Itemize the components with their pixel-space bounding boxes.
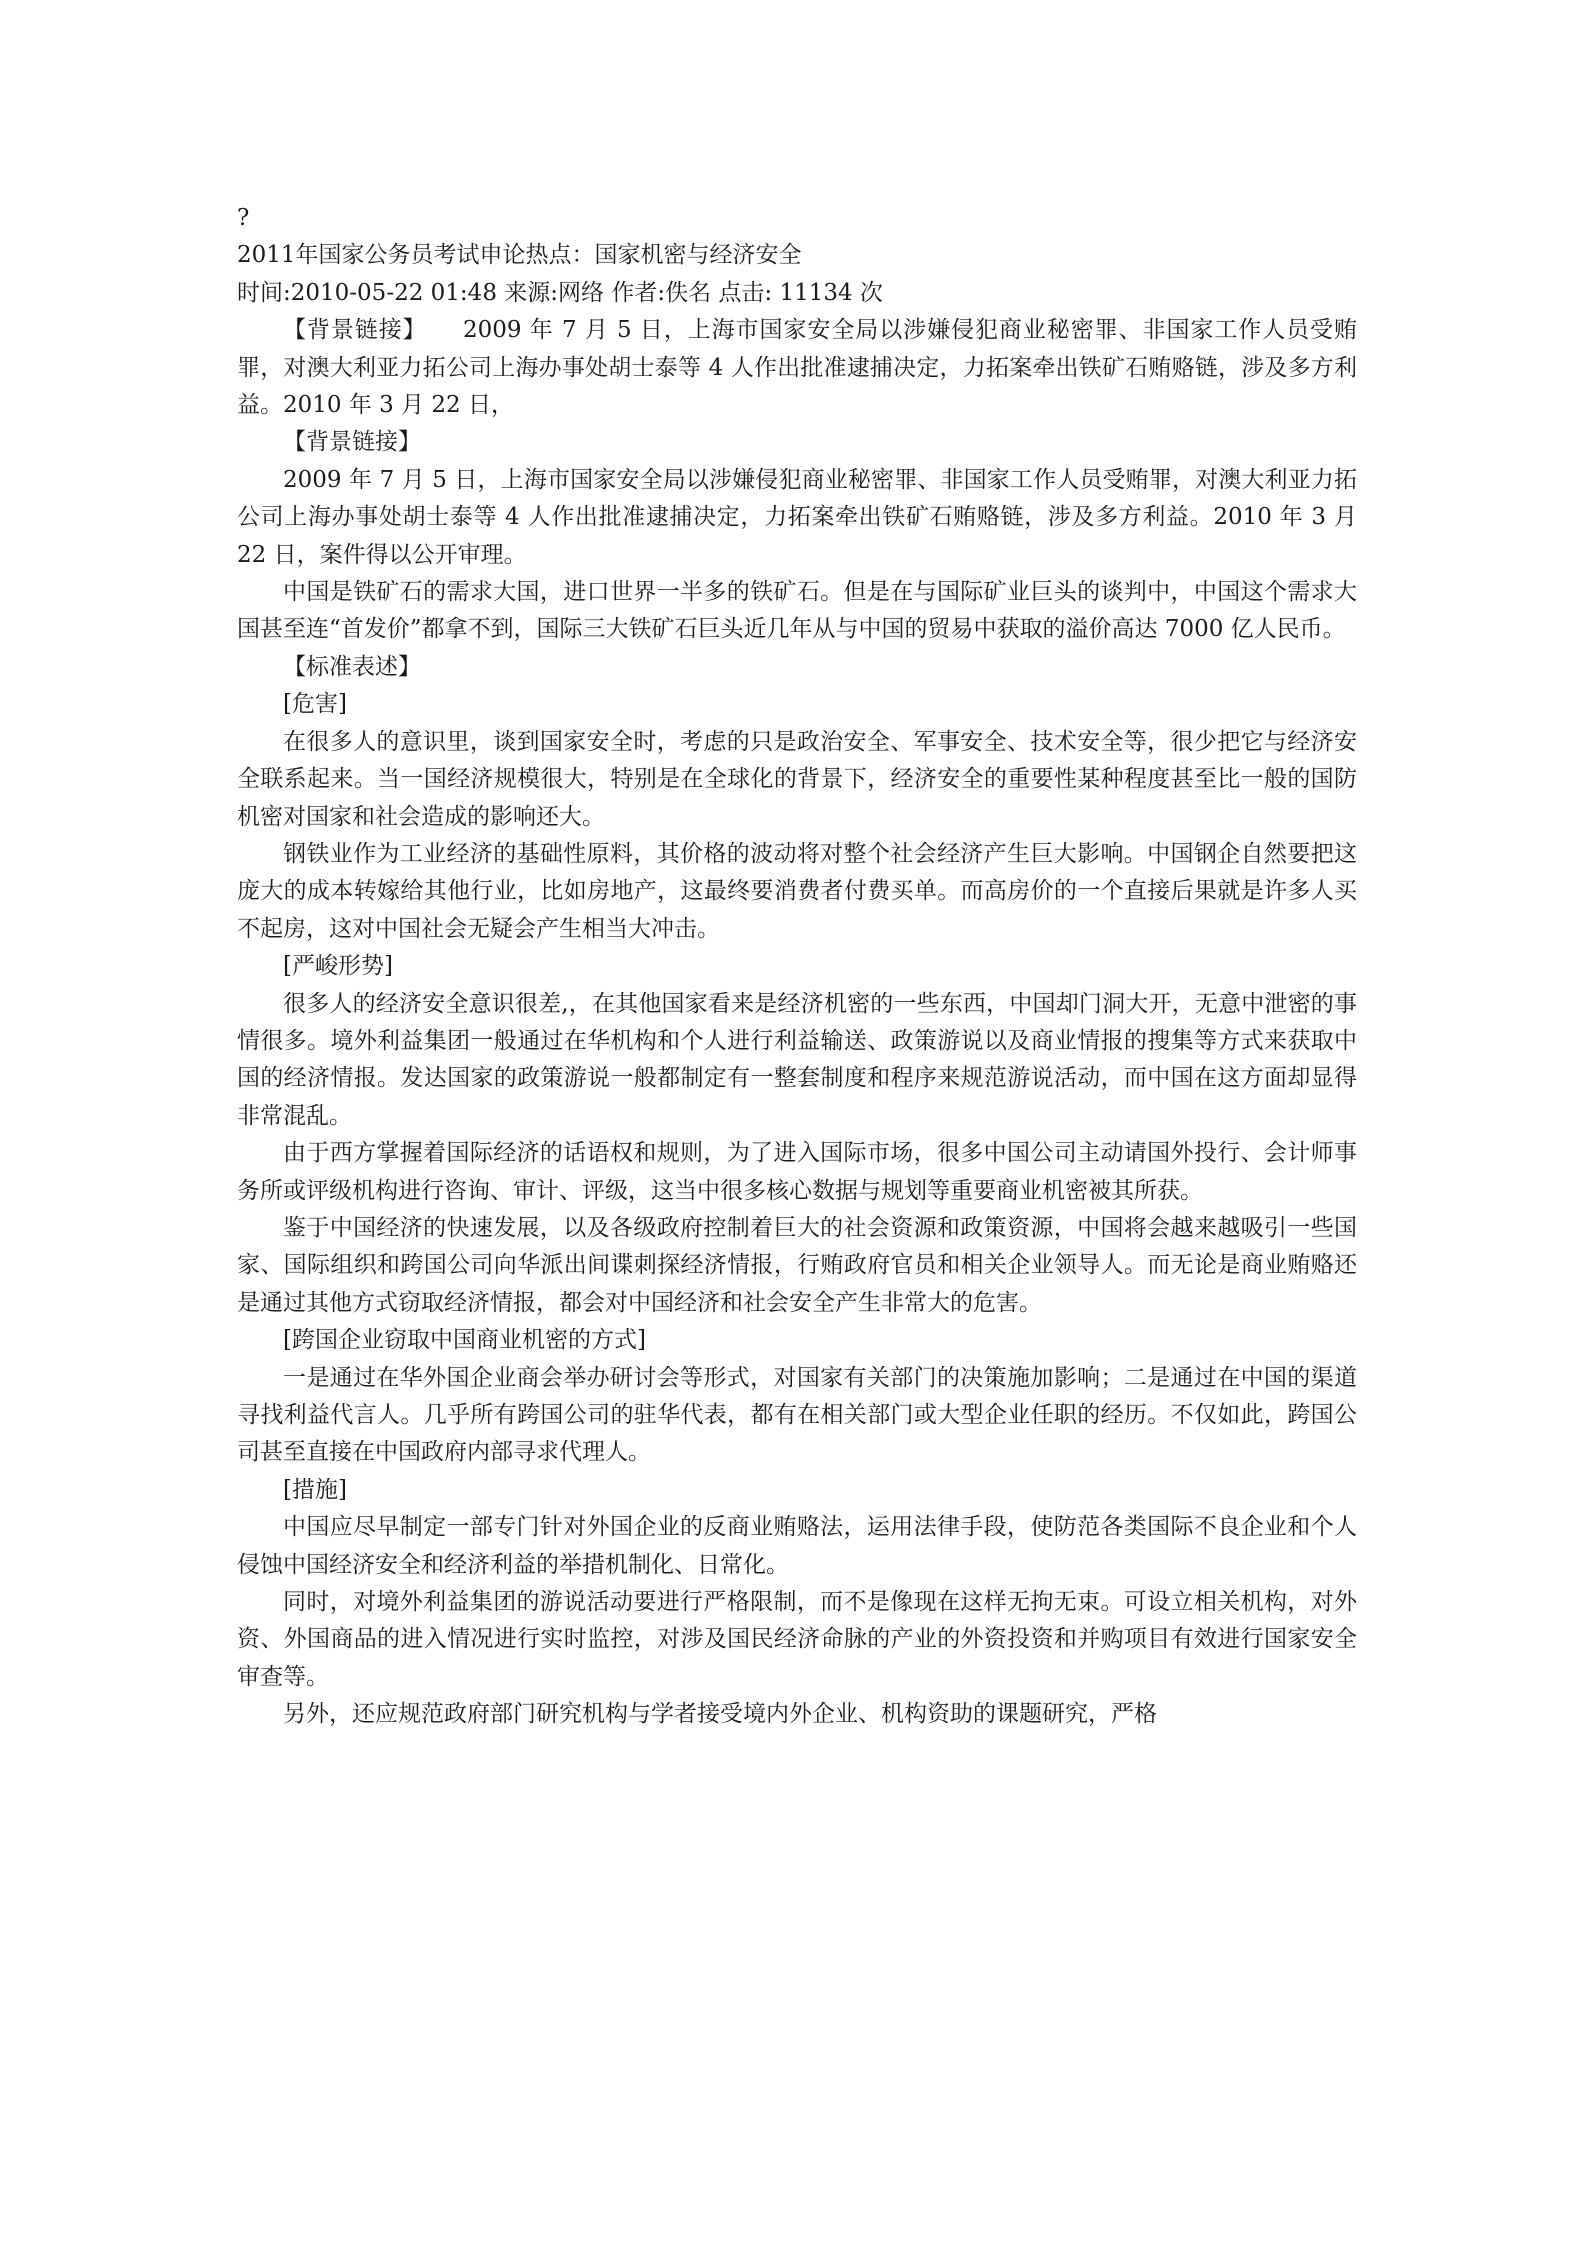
body-paragraph: 2009 年 7 月 5 日，上海市国家安全局以涉嫌侵犯商业秘密罪、非国家工作人员受贿罪，对澳大利亚力拓公司上海办事处胡士泰等 4 人作出批准逮捕决定，力拓案牵出铁矿石贿赂链，涉及多方利益。2010 年 3 月 22 日，案件得以公开审理。 <box>237 466 1357 568</box>
subsection-heading: [跨国企业窃取中国商业机密的方式] <box>283 1327 646 1354</box>
section-heading: 【背景链接】 <box>283 429 421 456</box>
body-paragraph: 中国是铁矿石的需求大国，进口世界一半多的铁矿石。但是在与国际矿业巨头的谈判中，中国这个需求大国甚至连“首发价”都拿不到，国际三大铁矿石巨头近几年从与中国的贸易中获取的溢价高达 7000 亿人民币。 <box>237 579 1357 643</box>
body-paragraph: 另外，还应规范政府部门研究机构与学者接受境内外企业、机构资助的课题研究，严格 <box>283 1701 1157 1728</box>
lead-paragraph: 【背景链接】 2009 年 7 月 5 日，上海市国家安全局以涉嫌侵犯商业秘密罪、非国家工作人员受贿罪，对澳大利亚力拓公司上海办事处胡士泰等 4 人作出批准逮捕决定，力拓案牵出铁矿石贿赂链，涉及多方利益。2010 年 3 月 22 日， <box>237 317 1357 419</box>
body-paragraph: 在很多人的意识里，谈到国家安全时，考虑的只是政治安全、军事安全、技术安全等，很少把它与经济安全联系起来。当一国经济规模很大，特别是在全球化的背景下，经济安全的重要性某种程度甚至比一般的国防机密对国家和社会造成的影响还大。 <box>237 728 1357 830</box>
article-title: 2011年国家公务员考试申论热点：国家机密与经济安全 <box>237 242 802 269</box>
body-paragraph: 鉴于中国经济的快速发展，以及各级政府控制着巨大的社会资源和政策资源，中国将会越来越吸引一些国家、国际组织和跨国公司向华派出间谍刺探经济情报，行贿政府官员和相关企业领导人。而无论是商业贿赂还是通过其他方式窃取经济情报，都会对中国经济和社会安全产生非常大的危害。 <box>237 1214 1357 1316</box>
subsection-heading: [严峻形势] <box>283 953 393 980</box>
body-paragraph: 中国应尽早制定一部专门针对外国企业的反商业贿赂法，运用法律手段，使防范各类国际不良企业和个人侵蚀中国经济安全和经济利益的举措机制化、日常化。 <box>237 1514 1357 1578</box>
body-paragraph: 由于西方掌握着国际经济的话语权和规则，为了进入国际市场，很多中国公司主动请国外投行、会计师事务所或评级机构进行咨询、审计、评级，这当中很多核心数据与规划等重要商业机密被其所获。 <box>237 1140 1357 1204</box>
subsection-heading: [措施] <box>283 1476 347 1503</box>
body-paragraph: 一是通过在华外国企业商会举办研讨会等形式，对国家有关部门的决策施加影响；二是通过在中国的渠道寻找利益代言人。几乎所有跨国公司的驻华代表，都有在相关部门或大型企业任职的经历。不仅如此，跨国公司甚至直接在中国政府内部寻求代理人。 <box>237 1364 1357 1466</box>
stray-mark: ? <box>237 205 250 231</box>
document-page <box>237 200 1357 1734</box>
body-paragraph: 同时，对境外利益集团的游说活动要进行严格限制，而不是像现在这样无拘无束。可设立相关机构，对外资、外国商品的进入情况进行实时监控，对涉及国民经济命脉的产业的外资投资和并购项目有效进行国家安全审查等。 <box>237 1589 1357 1690</box>
subsection-heading: [危害] <box>283 691 347 718</box>
article-meta: 时间:2010-05-22 01:48 来源:网络 作者:佚名 点击: 11134 次 <box>237 279 883 306</box>
section-heading: 【标准表述】 <box>283 653 421 680</box>
body-paragraph: 钢铁业作为工业经济的基础性原料，其价格的波动将对整个社会经济产生巨大影响。中国钢企自然要把这庞大的成本转嫁给其他行业，比如房地产，这最终要消费者付费买单。而高房价的一个直接后果就是许多人买不起房，这对中国社会无疑会产生相当大冲击。 <box>237 840 1357 942</box>
body-paragraph: 很多人的经济安全意识很差,，在其他国家看来是经济机密的一些东西，中国却门洞大开，无意中泄密的事情很多。境外利益集团一般通过在华机构和个人进行利益输送、政策游说以及商业情报的搜集等方式来获取中国的经济情报。发达国家的政策游说一般都制定有一整套制度和程序来规范游说活动，而中国在这方面却显得非常混乱。 <box>237 990 1357 1129</box>
